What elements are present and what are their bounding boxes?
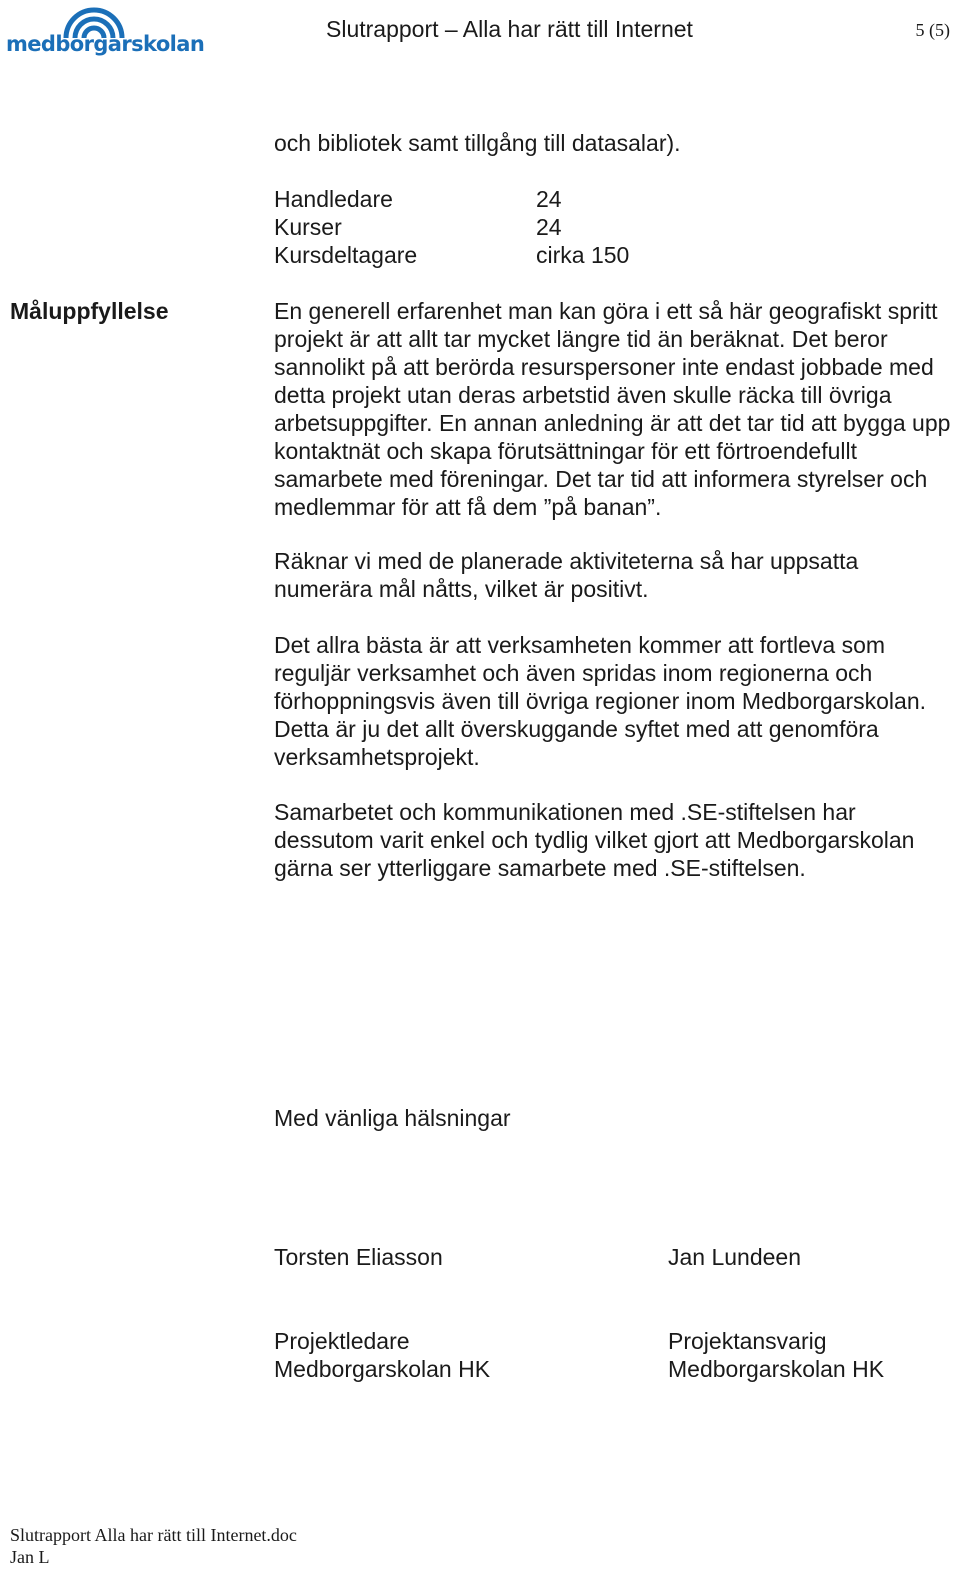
- stat-value: 24: [536, 186, 562, 212]
- footer-filename: Slutrapport Alla har rätt till Internet.doc: [10, 1525, 297, 1545]
- stat-value: 24: [536, 214, 562, 240]
- signature-org: Medborgarskolan HK: [668, 1356, 885, 1382]
- signature-name: Jan Lundeen: [668, 1244, 802, 1270]
- page-number: 5 (5): [915, 20, 950, 40]
- closing-greeting: Med vänliga hälsningar: [274, 1105, 511, 1131]
- paragraph: En generell erfarenhet man kan göra i ett så här geografiskt spritt projekt är att allt tar mycket längre tid än beräknat. Det beror sannolikt på att berörda resurspersoner inte endast jobbade med detta projekt utan deras arbetstid även skulle räcka till övriga arbetsuppgifter. En annan anledning är att det tar tid att bygga upp kontaktnät och skapa förutsättningar för ett förtroendefullt samarbete med föreningar. Det tar tid att informera styrelser och medlemmar för att få dem ”på banan”.: [274, 298, 951, 520]
- signature-role: Projektledare: [274, 1328, 410, 1354]
- stat-row: [274, 213, 629, 241]
- medborgarskolan-logo: [6, 4, 205, 58]
- paragraph: Det allra bästa är att verksamheten kommer att fortleva som reguljär verksamhet och även spridas inom regionerna och förhoppningsvis även till övriga regioner inom Medborgarskolan. Detta är ju det allt överskuggande syftet med att genomföra verksamhetsprojekt.: [274, 632, 927, 770]
- stat-value: cirka 150: [536, 242, 630, 268]
- signature-org: Medborgarskolan HK: [274, 1356, 491, 1382]
- stat-label: Kurser: [274, 214, 342, 240]
- paragraph: Räknar vi med de planerade aktiviteterna så har uppsatta numerära mål nåtts, vilket är positivt.: [274, 548, 859, 602]
- header-title: Slutrapport – Alla har rätt till Internet: [326, 16, 693, 42]
- intro-line: och bibliotek samt tillgång till datasalar).: [274, 130, 681, 156]
- signature-block: [274, 1327, 490, 1383]
- stat-label: Kursdeltagare: [274, 242, 418, 268]
- signature-role: Projektansvarig: [668, 1328, 827, 1354]
- paragraph: Samarbetet och kommunikationen med .SE-stiftelsen har dessutom varit enkel och tydlig vilket gjort att Medborgarskolan gärna ser ytterliggare samarbete med .SE-stiftelsen.: [274, 799, 915, 881]
- logo-wordmark: medborgarskolan: [6, 32, 205, 56]
- footer-author: Jan L: [10, 1547, 50, 1567]
- stat-row: [274, 241, 629, 269]
- stat-row: [274, 185, 629, 213]
- signature-name: Torsten Eliasson: [274, 1244, 443, 1270]
- stat-label: Handledare: [274, 186, 393, 212]
- stats-list: [274, 185, 629, 269]
- signature-block: [668, 1327, 884, 1383]
- section-heading: Måluppfyllelse: [10, 298, 169, 324]
- footer: [10, 1524, 297, 1568]
